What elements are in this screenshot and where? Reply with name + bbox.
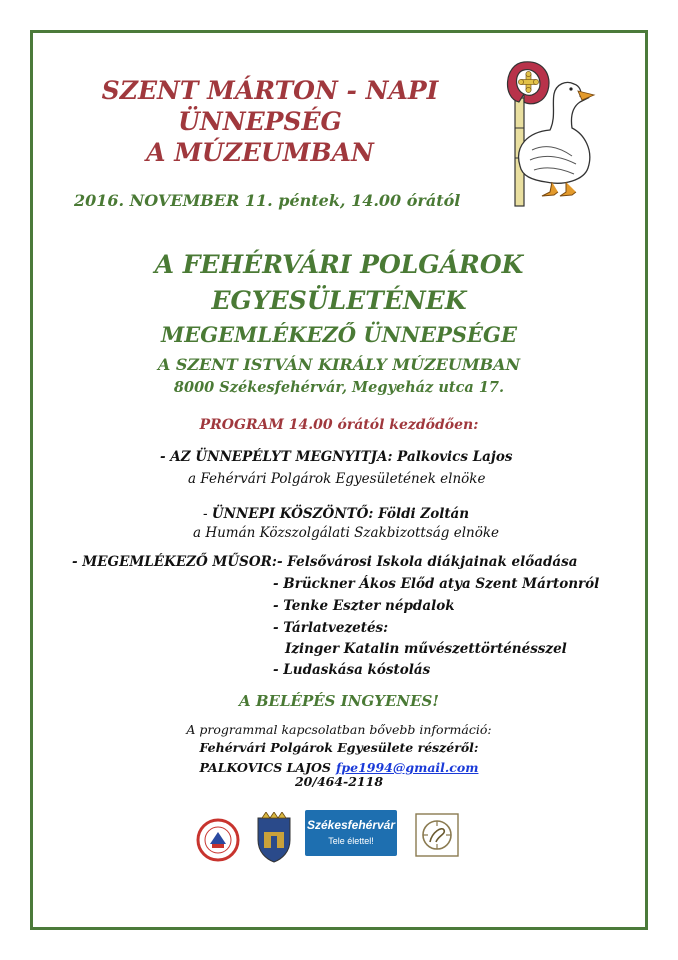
contact-email-link[interactable]: fpe1994@gmail.com: [336, 760, 479, 775]
event-title-line-2: ÜNNEPSÉG: [178, 107, 342, 136]
event-subtitle: MEGEMLÉKEZŐ ÜNNEPSÉGE: [160, 322, 517, 347]
memorial-label: - MEGEMLÉKEZŐ MŰSOR:: [72, 554, 277, 570]
program-item: - Brückner Ákos Előd atya Szent Mártonról: [273, 576, 600, 592]
museum-emblem-logo: [414, 812, 460, 858]
greeting-label: ÜNNEPI KÖSZÖNTŐ: Földi Zoltán: [211, 506, 470, 522]
event-title-line-3: A MÚZEUMBAN: [146, 138, 374, 167]
event-date: 2016. NOVEMBER 11. péntek, 14.00 órától: [74, 191, 461, 210]
free-entry-notice: A BELÉPÉS INGYENES!: [239, 692, 439, 710]
contact-phone: 20/464-2118: [294, 774, 384, 789]
program-opening-role: a Fehérvári Polgárok Egyesületének elnöke: [188, 471, 486, 487]
event-title-line-1: SZENT MÁRTON - NAPI: [101, 76, 439, 105]
contact-intro: A programmal kapcsolatban bővebb információ:: [186, 722, 492, 737]
greeting-dash: -: [203, 506, 212, 522]
program-heading: PROGRAM 14.00 órától kezdődően:: [199, 417, 479, 433]
address: 8000 Székesfehérvár, Megyeház utca 17.: [173, 379, 505, 396]
venue: A SZENT ISTVÁN KIRÁLY MÚZEUMBAN: [157, 355, 521, 374]
coat-of-arms-logo: [252, 812, 296, 864]
org-name-line-1: A FEHÉRVÁRI POLGÁROK: [154, 250, 524, 279]
program-item: - Felsővárosi Iskola diákjainak előadása: [277, 554, 578, 570]
program-item: - Ludaskása kóstolás: [273, 662, 431, 678]
program-greeting: [203, 503, 469, 522]
szekesfehervar-city-badge: [305, 810, 397, 856]
program-item: Izinger Katalin művészettörténésszel: [285, 641, 567, 657]
round-seal-logo: [196, 818, 240, 862]
goose-crozier-illustration: [492, 58, 607, 210]
program-greeting-role: a Humán Közszolgálati Szakbizottság elnöke: [193, 525, 500, 541]
program-opening: - AZ ÜNNEPÉLYT MEGNYITJA: Palkovics Lajos: [160, 449, 513, 465]
contact-name: PALKOVICS LAJOS: [199, 760, 331, 775]
city-badge-name: Székesfehérvár: [306, 818, 396, 832]
city-badge-slogan: Tele élettel!: [328, 836, 374, 846]
org-name-line-2: EGYESÜLETÉNEK: [211, 286, 467, 315]
program-item: - Tárlatvezetés:: [273, 620, 389, 636]
contact-org: Fehérvári Polgárok Egyesülete részéről:: [199, 740, 479, 755]
program-item: - Tenke Eszter népdalok: [273, 598, 455, 614]
